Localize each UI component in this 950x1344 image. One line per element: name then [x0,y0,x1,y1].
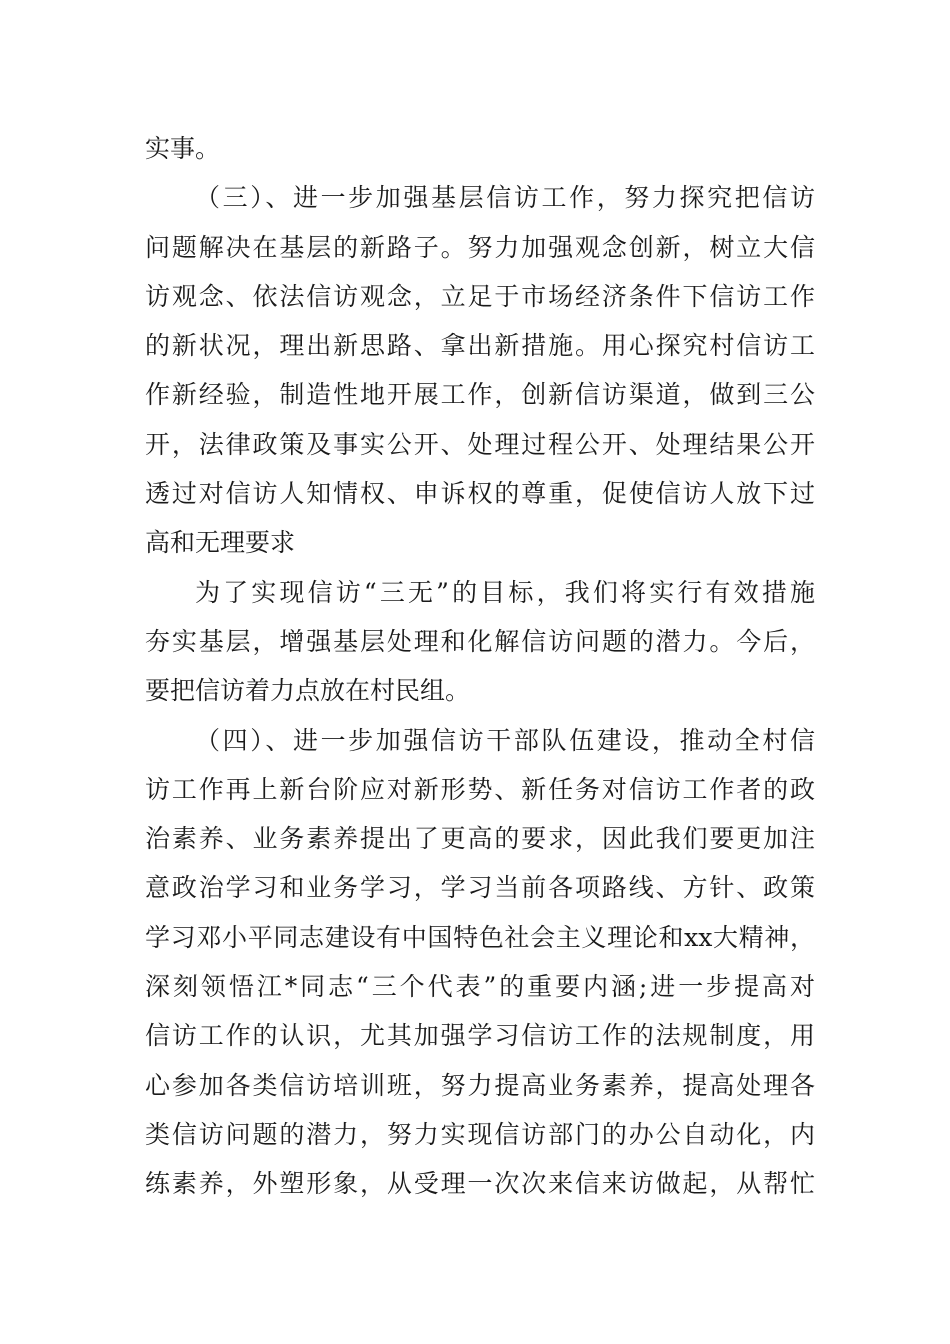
text-line: 实事。 [145,134,221,163]
text-line: 为了实现信访“三无”的目标，我们将实行有效措施 [195,577,815,607]
text-line: （四）、进一步加强信访干部队伍建设，推动全村信 [195,725,815,755]
text-line: 心参加各类信访培训班，努力提高业务素养，提高处理各 [145,1070,815,1100]
text-line: 类信访问题的潜力，努力实现信访部门的办公自动化，内 [145,1119,815,1149]
text-line: 的新状况，理出新思路、拿出新措施。用心探究村信访工 [145,331,815,361]
text-line: 练素养，外塑形象，从受理一次次来信来访做起，从帮忙 [145,1169,815,1199]
text-line: 信访工作的认识，尤其加强学习信访工作的法规制度，用 [145,1021,815,1051]
text-line: 访观念、依法信访观念，立足于市场经济条件下信访工作 [145,281,815,311]
text-line: 意政治学习和业务学习，学习当前各项路线、方针、政策 [145,873,815,903]
document-body [145,124,815,1209]
text-line: 开，法律政策及事实公开、处理过程公开、处理结果公开 [145,429,815,459]
text-line: 访工作再上新台阶应对新形势、新任务对信访工作者的政 [145,774,815,804]
text-line: 深刻领悟江*同志“三个代表”的重要内涵;进一步提高对 [145,972,815,1002]
text-line: 要把信访着力点放在村民组。 [145,676,471,706]
text-line: 作新经验，制造性地开展工作，创新信访渠道，做到三公 [145,380,815,410]
text-line: 夯实基层，增强基层处理和化解信访问题的潜力。今后， [145,626,815,656]
text-line: 问题解决在基层的新路子。努力加强观念创新，树立大信 [145,232,815,262]
text-line: （三）、进一步加强基层信访工作，努力探究把信访 [195,183,815,213]
text-line: 治素养、业务素养提出了更高的要求，因此我们要更加注 [145,824,815,854]
text-line: 学习邓小平同志建设有中国特色社会主义理论和xx大精神， [145,922,815,952]
text-line: 透过对信访人知情权、申诉权的尊重，促使信访人放下过 [145,479,815,509]
text-line: 高和无理要求 [145,528,296,558]
